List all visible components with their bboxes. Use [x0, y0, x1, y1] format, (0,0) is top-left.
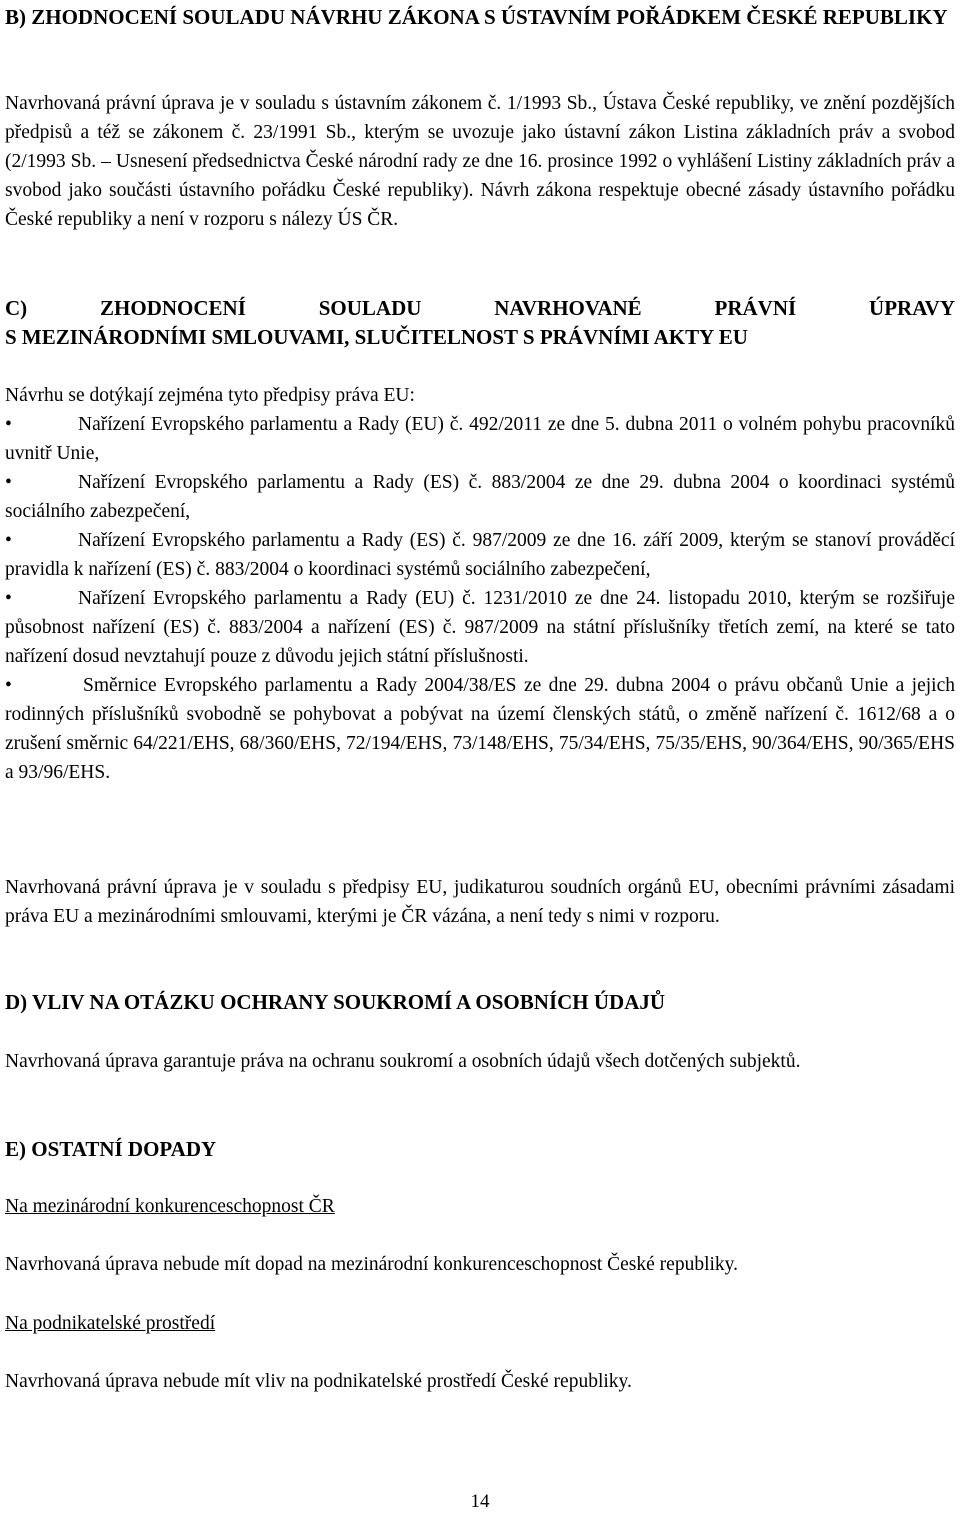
eu-regulations-list [5, 410, 955, 787]
subsection-competitiveness [5, 1192, 955, 1221]
bullet-icon: • [5, 472, 12, 493]
list-item [5, 671, 955, 787]
list-item [5, 584, 955, 671]
list-item [5, 468, 955, 526]
subsection-business-environment-text: Navrhovaná úprava nebude mít vliv na podnikatelské prostředí České republiky. [5, 1371, 632, 1392]
page-number: 14 [470, 1491, 490, 1512]
section-c-intro: Návrhu se dotýkají zejména tyto předpisy práva EU: [5, 385, 415, 406]
section-b-paragraph: Navrhovaná právní úprava je v souladu s ústavním zákonem č. 1/1993 Sb., Ústava České republiky, ve znění pozdějších předpisů a též se zákonem č. 23/1991 Sb., kterým se uvozuje jako ústavní zákon Listina základních práv a svobod (2/1993 Sb. – Usnesení předsednictva České národní rady ze dne 16. prosince 1992 o vyhlášení Listiny základních práv a svobod jako součásti ústavního pořádku České republiky). Návrh zákona respektuje obecné zásady ústavního pořádku České republiky a není v rozporu s nálezy ÚS ČR. [5, 93, 955, 230]
list-item-text: Nařízení Evropského parlamentu a Rady (ES) č. 987/2009 ze dne 16. září 2009, kterým se stanoví prováděcí pravidla k nařízení (ES) č. 883/2004 o koordinaci systémů sociálního zabezpečení, [5, 530, 955, 580]
list-item [5, 526, 955, 584]
section-c-heading-line1: C) ZHODNOCENÍ SOULADU NAVRHOVANÉ PRÁVNÍ ÚPRAVY [5, 296, 955, 320]
section-e [5, 1135, 955, 1164]
section-b [5, 3, 955, 32]
subsection-business-environment [5, 1309, 955, 1338]
bullet-icon: • [5, 675, 12, 696]
bullet-icon: • [5, 588, 12, 609]
section-b-heading: B) ZHODNOCENÍ SOULADU NÁVRHU ZÁKONA S ÚSTAVNÍM POŘÁDKEM ČESKÉ REPUBLIKY [5, 5, 948, 29]
subsection-business-environment-title: Na podnikatelské prostředí [5, 1313, 216, 1334]
section-d-paragraph: Navrhovaná úprava garantuje práva na ochranu soukromí a osobních údajů všech dotčených subjektů. [5, 1051, 801, 1072]
bullet-icon: • [5, 530, 12, 551]
list-item-text: Směrnice Evropského parlamentu a Rady 2004/38/ES ze dne 29. dubna 2004 o právu občanů Unie a jejich rodinných příslušníků svobodně se pohybovat a pobývat na území členských států, o změně nařízení č. 1612/68 a o zrušení směrnic 64/221/EHS, 68/360/EHS, 72/194/EHS, 73/148/EHS, 75/34/EHS, 75/35/EHS, 90/364/EHS, 90/365/EHS a 93/96/EHS. [5, 675, 955, 783]
section-d [5, 988, 955, 1017]
subsection-competitiveness-text: Navrhovaná úprava nebude mít dopad na mezinárodní konkurenceschopnost České republiky. [5, 1254, 739, 1275]
bullet-icon: • [5, 414, 12, 435]
list-item-text: Nařízení Evropského parlamentu a Rady (ES) č. 883/2004 ze dne 29. dubna 2004 o koordinaci systémů sociálního zabezpečení, [5, 472, 955, 522]
section-e-heading: E) OSTATNÍ DOPADY [5, 1137, 217, 1161]
list-item [5, 410, 955, 468]
list-item-text: Nařízení Evropského parlamentu a Rady (EU) č. 492/2011 ze dne 5. dubna 2011 o volném pohybu pracovníků uvnitř Unie, [5, 414, 955, 464]
section-c-conclusion: Navrhovaná právní úprava je v souladu s předpisy EU, judikaturou soudních orgánů EU, obecními právními zásadami práva EU a mezinárodními smlouvami, kterými je ČR vázána, a není tedy s nimi v rozporu. [5, 877, 955, 927]
section-c-heading [5, 294, 955, 352]
list-item-text: Nařízení Evropského parlamentu a Rady (EU) č. 1231/2010 ze dne 24. listopadu 2010, kterým se rozšiřuje působnost nařízení (ES) č. 883/2004 a nařízení (ES) č. 987/2009 na státní příslušníky třetích zemí, na které se tato nařízení dosud nevztahují pouze z důvodu jejich státní příslušnosti. [5, 588, 955, 667]
section-c-heading-line2: S MEZINÁRODNÍMI SMLOUVAMI, SLUČITELNOST S PRÁVNÍMI AKTY EU [5, 325, 748, 349]
section-d-heading: D) VLIV NA OTÁZKU OCHRANY SOUKROMÍ A OSOBNÍCH ÚDAJŮ [5, 990, 666, 1014]
subsection-competitiveness-title: Na mezinárodní konkurenceschopnost ČR [5, 1196, 335, 1217]
